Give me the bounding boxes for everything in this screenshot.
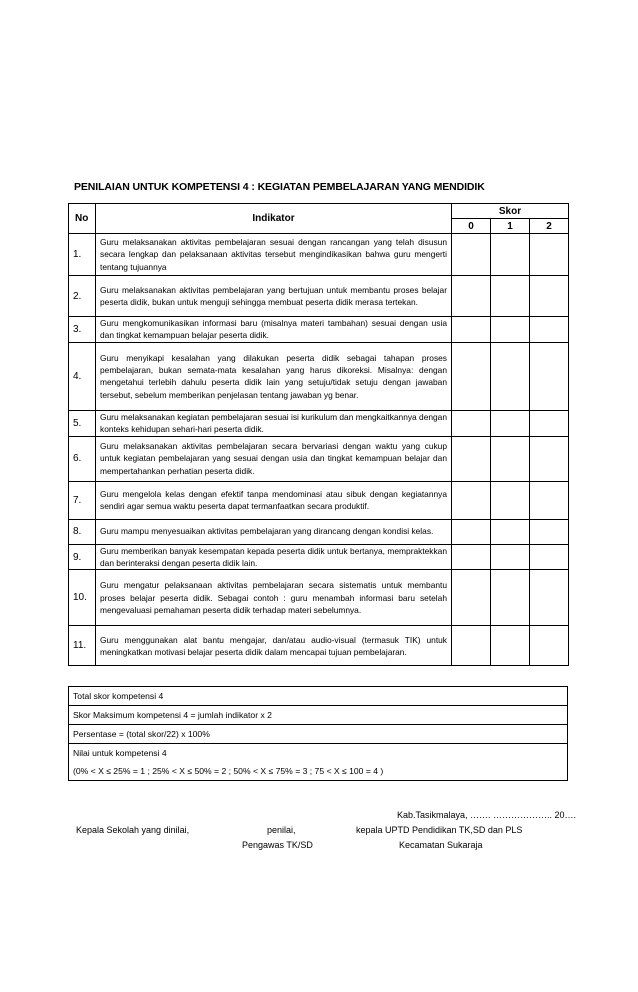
score-0-cell[interactable] bbox=[452, 410, 491, 436]
score-1-cell[interactable] bbox=[491, 342, 530, 410]
score-1-cell[interactable] bbox=[491, 481, 530, 519]
row-number: 8. bbox=[69, 519, 96, 544]
row-number: 11. bbox=[69, 626, 96, 666]
summary-formula: (0% < X ≤ 25% = 1 ; 25% < X ≤ 50% = 2 ; 50% < X ≤ 75% = 3 ; 75 < X ≤ 100 = 4 ) bbox=[69, 762, 568, 781]
score-2-cell[interactable] bbox=[530, 481, 569, 519]
place-date: Kab.Tasikmalaya, ……. ……………….. 20…. bbox=[397, 810, 577, 820]
score-0-cell[interactable] bbox=[452, 342, 491, 410]
row-number: 7. bbox=[69, 481, 96, 519]
header-indikator: Indikator bbox=[96, 204, 452, 234]
score-0-cell[interactable] bbox=[452, 436, 491, 481]
summary-percentage: Persentase = (total skor/22) x 100% bbox=[69, 725, 568, 744]
row-number: 6. bbox=[69, 436, 96, 481]
score-1-cell[interactable] bbox=[491, 410, 530, 436]
row-number: 9. bbox=[69, 544, 96, 570]
score-2-cell[interactable] bbox=[530, 410, 569, 436]
score-2-cell[interactable] bbox=[530, 570, 569, 626]
pengawas-label: Pengawas TK/SD bbox=[242, 840, 313, 850]
table-row bbox=[69, 342, 569, 410]
score-1-cell[interactable] bbox=[491, 234, 530, 276]
header-no: No bbox=[69, 204, 96, 234]
score-0-cell[interactable] bbox=[452, 544, 491, 570]
row-indicator: Guru melaksanakan kegiatan pembelajaran sesuai isi kurikulum dan mengkaitkannya dengan konteks kehidupan sehari-hari peserta didik. bbox=[96, 410, 452, 436]
score-2-cell[interactable] bbox=[530, 436, 569, 481]
score-0-cell[interactable] bbox=[452, 317, 491, 343]
score-1-cell[interactable] bbox=[491, 626, 530, 666]
table-row bbox=[69, 410, 569, 436]
header-skor-1: 1 bbox=[491, 219, 530, 234]
score-2-cell[interactable] bbox=[530, 544, 569, 570]
row-indicator: Guru memberikan banyak kesempatan kepada peserta didik untuk bertanya, mempraktekkan dan berinteraksi dengan peserta didik lain. bbox=[96, 544, 452, 570]
header-skor-2: 2 bbox=[530, 219, 569, 234]
table-row bbox=[69, 234, 569, 276]
score-1-cell[interactable] bbox=[491, 276, 530, 317]
kecamatan-label: Kecamatan Sukaraja bbox=[399, 840, 483, 850]
table-row bbox=[69, 276, 569, 317]
table-row bbox=[69, 436, 569, 481]
row-indicator: Guru mengatur pelaksanaan aktivitas pembelajaran secara sistematis untuk membantu proses belajar peserta didik. Sebagai contoh : guru menambah informasi baru setelah mengevaluasi pemahaman peserta didik terhadap materi sebelumnya. bbox=[96, 570, 452, 626]
row-indicator: Guru melaksanakan aktivitas pembelajaran secara bervariasi dengan waktu yang cukup untuk kegiatan pembelajaran yang sesuai dengan usia dan tingkat kemampuan belajar dan mempertahankan perhatian peserta didik. bbox=[96, 436, 452, 481]
score-2-cell[interactable] bbox=[530, 519, 569, 544]
header-skor: Skor bbox=[452, 204, 569, 219]
kepala-sekolah-label: Kepala Sekolah yang dinilai, bbox=[76, 825, 190, 835]
score-1-cell[interactable] bbox=[491, 570, 530, 626]
score-1-cell[interactable] bbox=[491, 544, 530, 570]
row-number: 4. bbox=[69, 342, 96, 410]
row-number: 1. bbox=[69, 234, 96, 276]
score-2-cell[interactable] bbox=[530, 234, 569, 276]
table-row bbox=[69, 570, 569, 626]
summary-total: Total skor kompetensi 4 bbox=[69, 687, 568, 706]
table-row bbox=[69, 544, 569, 570]
score-0-cell[interactable] bbox=[452, 234, 491, 276]
score-2-cell[interactable] bbox=[530, 626, 569, 666]
score-1-cell[interactable] bbox=[491, 519, 530, 544]
score-2-cell[interactable] bbox=[530, 342, 569, 410]
table-row bbox=[69, 481, 569, 519]
row-number: 10. bbox=[69, 570, 96, 626]
row-indicator: Guru mampu menyesuaikan aktivitas pembelajaran yang dirancang dengan kondisi kelas. bbox=[96, 519, 452, 544]
page-title: PENILAIAN UNTUK KOMPETENSI 4 : KEGIATAN PEMBELAJARAN YANG MENDIDIK bbox=[74, 181, 485, 193]
row-indicator: Guru menggunakan alat bantu mengajar, dan/atau audio-visual (termasuk TIK) untuk meningkatkan motivasi belajar peserta didik dalam mencapai tujuan pembelajaran. bbox=[96, 626, 452, 666]
row-indicator: Guru melaksanakan aktivitas pembelajaran sesuai dengan rancangan yang telah disusun secara lengkap dan pelaksanaan aktivitas tersebut mengindikasikan bahwa guru mengerti tentang tujuannya bbox=[96, 234, 452, 276]
score-1-cell[interactable] bbox=[491, 317, 530, 343]
kepala-uptd-label: kepala UPTD Pendidikan TK,SD dan PLS bbox=[356, 825, 523, 835]
summary-value: Nilai untuk kompetensi 4 bbox=[69, 744, 568, 763]
row-number: 5. bbox=[69, 410, 96, 436]
score-0-cell[interactable] bbox=[452, 481, 491, 519]
penilai-label: penilai, bbox=[267, 825, 296, 835]
table-row bbox=[69, 519, 569, 544]
table-row bbox=[69, 317, 569, 343]
row-indicator: Guru mengelola kelas dengan efektif tanpa mendominasi atau sibuk dengan kegiatannya sendiri agar semua waktu peserta dapat termanfaatkan secara produktif. bbox=[96, 481, 452, 519]
score-0-cell[interactable] bbox=[452, 626, 491, 666]
row-indicator: Guru menyikapi kesalahan yang dilakukan peserta didik sebagai tahapan proses pembelajaran, bukan semata-mata kesalahan yang harus dikoreksi. Misalnya: dengan mengetahui terlebih dahulu peserta didik lain yang setuju/tidak setuju dengan jawaban tersebut, sebelum memberikan penjelasan tentang jawaban yg benar. bbox=[96, 342, 452, 410]
header-skor-0: 0 bbox=[452, 219, 491, 234]
score-0-cell[interactable] bbox=[452, 570, 491, 626]
score-2-cell[interactable] bbox=[530, 317, 569, 343]
score-0-cell[interactable] bbox=[452, 276, 491, 317]
score-2-cell[interactable] bbox=[530, 276, 569, 317]
row-number: 3. bbox=[69, 317, 96, 343]
score-1-cell[interactable] bbox=[491, 436, 530, 481]
score-0-cell[interactable] bbox=[452, 519, 491, 544]
row-number: 2. bbox=[69, 276, 96, 317]
summary-max: Skor Maksimum kompetensi 4 = jumlah indikator x 2 bbox=[69, 706, 568, 725]
summary-table bbox=[68, 686, 568, 781]
row-indicator: Guru mengkomunikasikan informasi baru (misalnya materi tambahan) sesuai dengan usia dan tingkat kemampuan belajar peserta didik. bbox=[96, 317, 452, 343]
row-indicator: Guru melaksanakan aktivitas pembelajaran yang bertujuan untuk membantu proses belajar peserta didik, bukan untuk menguji sehingga membuat peserta didik merasa tertekan. bbox=[96, 276, 452, 317]
assessment-table bbox=[68, 203, 569, 666]
table-row bbox=[69, 626, 569, 666]
